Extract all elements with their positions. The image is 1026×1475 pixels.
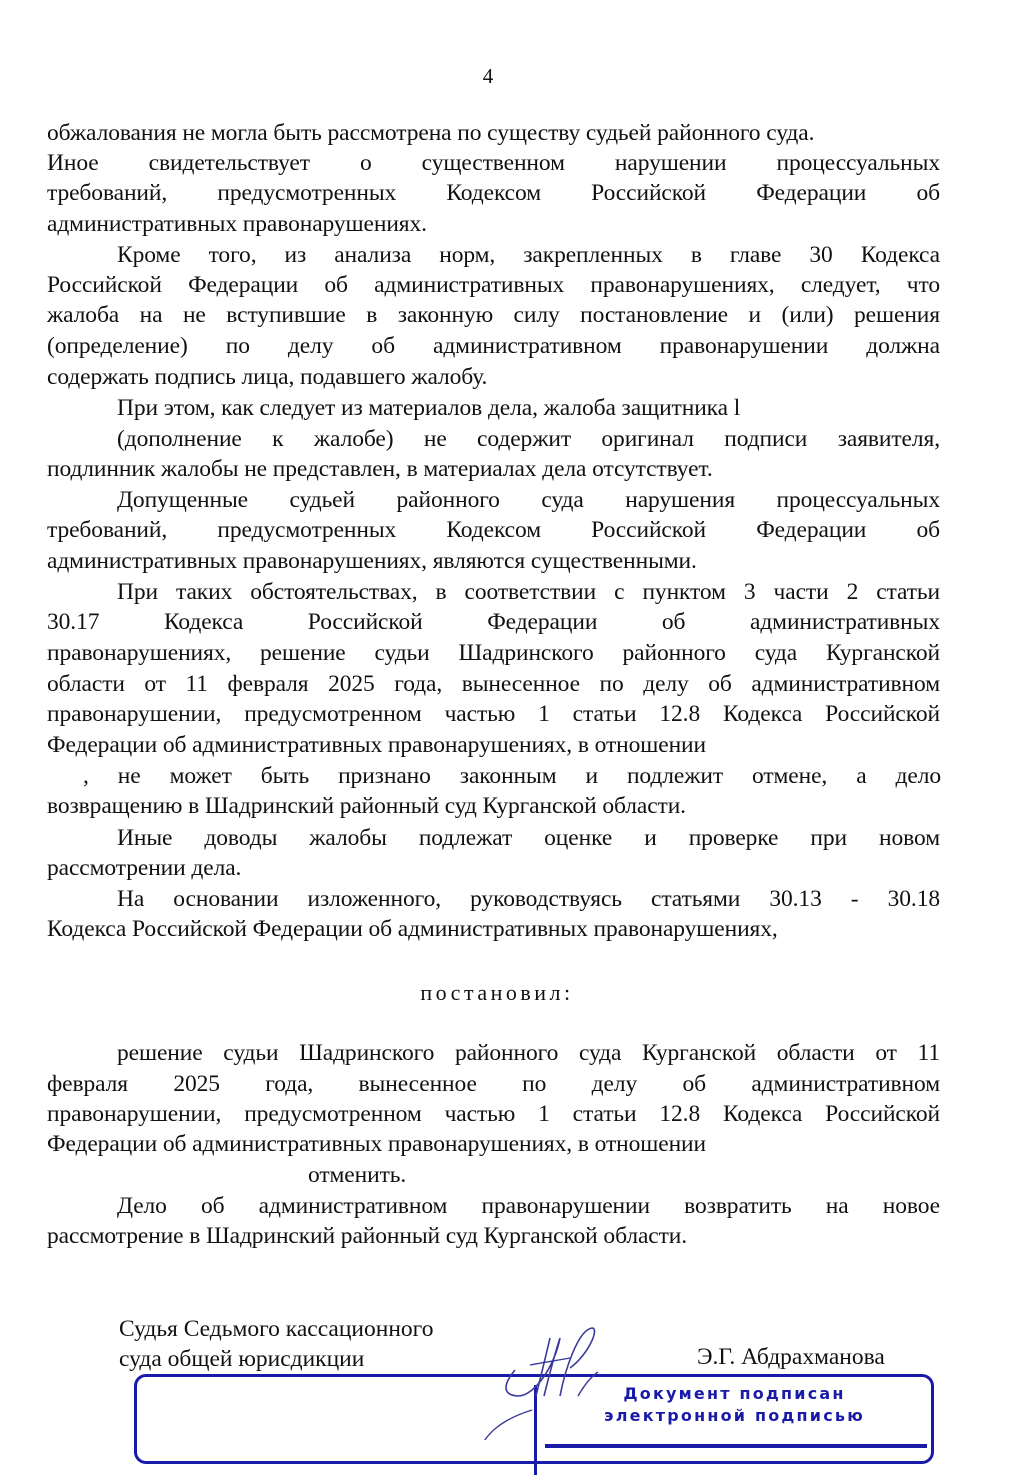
text-line: (дополнение к жалобе) не содержит оригинал подписи заявителя,	[117, 426, 940, 452]
stamp-line-1: Документ подписан	[623, 1384, 846, 1403]
text-line: подлинник жалобы не представлен, в материалах дела отсутствует.	[47, 456, 713, 482]
text-line: февраля 2025 года, вынесенное по делу об административном	[47, 1071, 940, 1097]
text-line: Иные доводы жалобы подлежат оценке и проверке при новом	[117, 825, 940, 851]
judge-position-line1: Судья Седьмого кассационного	[119, 1316, 434, 1342]
judge-position-line2: суда общей юрисдикции	[119, 1346, 365, 1372]
text-line: При этом, как следует из материалов дела, жалоба защитника l	[117, 395, 741, 421]
text-line: административных правонарушениях.	[47, 211, 427, 237]
text-line: содержать подпись лица, подавшего жалобу.	[47, 364, 488, 390]
text-line: возвращению в Шадринский районный суд Курганской области.	[47, 793, 686, 819]
page-number: 4	[482, 64, 494, 88]
text-line: , не может быть признано законным и подлежит отмене, а дело	[83, 763, 941, 789]
judge-name: Э.Г. Абдрахманова	[697, 1344, 885, 1370]
text-line: области от 11 февраля 2025 года, вынесенное по делу об административном	[47, 671, 940, 697]
handwritten-signature-icon	[460, 1310, 620, 1440]
text-line: Федерации об административных правонарушениях, в отношении	[47, 1131, 707, 1157]
text-line: жалоба на не вступившие в законную силу постановление и (или) решения	[47, 302, 940, 328]
text-line: решение судьи Шадринского районного суда Курганской области от 11	[117, 1040, 940, 1066]
stamp-underline	[545, 1444, 927, 1448]
text-line: отменить.	[308, 1162, 407, 1188]
text-line: правонарушении, предусмотренном частью 1 статьи 12.8 Кодекса Российской	[47, 1101, 940, 1127]
text-line: рассмотрении дела.	[47, 855, 242, 881]
text-line: правонарушениях, решение судьи Шадринского районного суда Курганской	[47, 640, 940, 666]
text-line: Федерации об административных правонарушениях, в отношении	[47, 732, 707, 758]
text-line: 30.17 Кодекса Российской Федерации об административных	[47, 609, 940, 635]
text-line: Кроме того, из анализа норм, закрепленных в главе 30 Кодекса	[117, 242, 940, 268]
text-line: Допущенные судьей районного суда нарушения процессуальных	[117, 487, 940, 513]
text-line: административных правонарушениях, являются существенными.	[47, 548, 697, 574]
text-line: Дело об административном правонарушении возвратить на новое	[117, 1193, 940, 1219]
text-line: Иное свидетельствует о существенном нарушении процессуальных	[47, 150, 940, 176]
text-line: требований, предусмотренных Кодексом Российской Федерации об	[47, 517, 940, 543]
text-line: правонарушении, предусмотренном частью 1 статьи 12.8 Кодекса Российской	[47, 701, 940, 727]
text-line: При таких обстоятельствах, в соответствии с пунктом 3 части 2 статьи	[117, 579, 940, 605]
ruling-heading: постановил:	[420, 980, 574, 1005]
text-line: требований, предусмотренных Кодексом Российской Федерации об	[47, 180, 940, 206]
text-line: обжалования не могла быть рассмотрена по существу судьей районного суда.	[47, 120, 815, 146]
text-line: рассмотрение в Шадринский районный суд Курганской области.	[47, 1223, 688, 1249]
text-line: Кодекса Российской Федерации об административных правонарушениях,	[47, 916, 778, 942]
text-line: Российской Федерации об административных правонарушениях, следует, что	[47, 272, 940, 298]
text-line: На основании изложенного, руководствуясь статьями 30.13 - 30.18	[117, 886, 940, 912]
text-line: (определение) по делу об административном правонарушении должна	[47, 333, 940, 359]
stamp-line-2: электронной подписью	[604, 1406, 865, 1425]
